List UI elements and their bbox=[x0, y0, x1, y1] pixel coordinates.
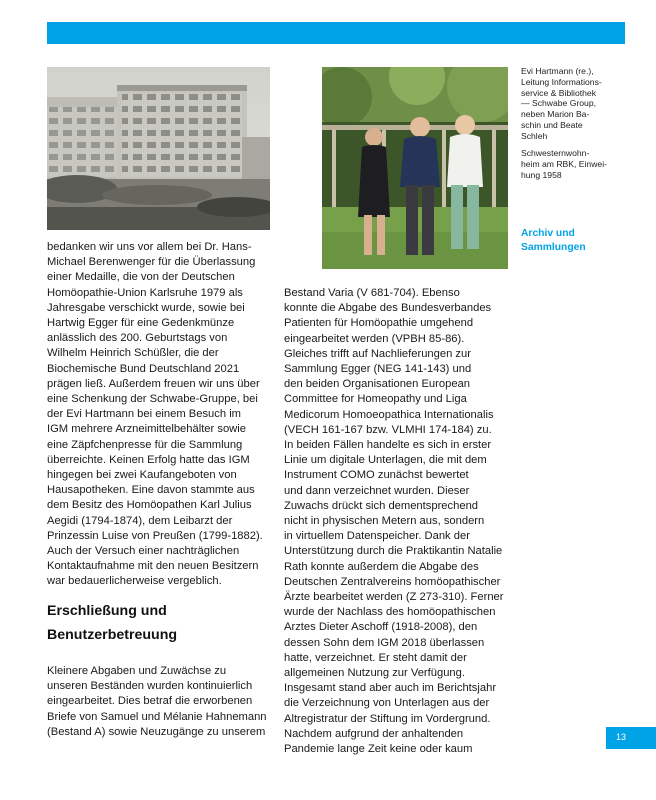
people-photo bbox=[322, 67, 508, 269]
text-line: konnte die Abgabe des Bundesverbandes bbox=[284, 302, 492, 315]
section-label-line: Sammlungen bbox=[521, 242, 586, 253]
section-heading bbox=[47, 600, 277, 647]
text-line: Altregistratur der Stiftung im Vordergrund. bbox=[284, 712, 491, 725]
text-line: die Verzeichnung von Unterlagen aus der bbox=[284, 697, 490, 710]
text-line: Rath konnte außerdem die Abgabe des bbox=[284, 560, 479, 573]
heading-line: Erschließung und bbox=[47, 603, 167, 619]
text-line: Linie um digitale Unterlagen, die mit dem bbox=[284, 454, 487, 467]
heading-line: Benutzerbetreuung bbox=[47, 626, 178, 643]
text-line: Unterstützung durch die Praktikantin Natalie bbox=[284, 545, 503, 558]
building-photo-caption bbox=[521, 148, 627, 180]
text-line: überreichte. Keinen Erfolg hatte das IGM bbox=[47, 453, 250, 466]
text-line: den beiden Organisationen European bbox=[284, 378, 470, 391]
text-line: Prinzessin Luise von Preußen (1799-1882). bbox=[47, 529, 263, 542]
people-photo-caption bbox=[521, 66, 627, 142]
page-number: 13 bbox=[616, 732, 627, 742]
text-line: Hartwig Egger für eine Gedenkmünze bbox=[47, 317, 235, 330]
text-line: Zuwachs drückt sich dementsprechend bbox=[284, 499, 479, 512]
text-line: Sammlung Egger (NEG 141-143) und bbox=[284, 363, 472, 376]
text-line: eine Schenkung der Schwabe-Gruppe, bei bbox=[47, 393, 258, 406]
text-line: dem Besitz des Homöopathen Karl Julius bbox=[47, 499, 252, 512]
text-line: (VECH 161-167 bzw. VLMHI 174-184) zu. bbox=[284, 423, 492, 436]
text-line: unseren Beständen wurden kontinuierlich bbox=[47, 680, 253, 693]
text-line: Biochemische Bund Deutschland 2021 bbox=[47, 362, 240, 375]
text-line: in virtuellem Datenspeicher. Dank der bbox=[284, 530, 470, 543]
text-line: IGM mehrere Arzneimittelbehälter sowie bbox=[47, 423, 246, 436]
text-line: war bedauerlicherweise vergeblich. bbox=[47, 575, 222, 588]
text-line: Instrument COMO zunächst bewertet bbox=[284, 469, 469, 482]
text-line: Homöopathie-Union Karlsruhe 1979 als bbox=[47, 286, 243, 299]
text-line: allgemeinen Nutzung zur Verfügung. bbox=[284, 667, 465, 680]
text-line: Michael Berenwenger für die Überlassung bbox=[47, 256, 256, 269]
text-line: eingearbeitet werden (VPBH 85-86). bbox=[284, 332, 465, 345]
text-line: Briefe von Samuel und Mélanie Hahnemann bbox=[47, 710, 267, 723]
text-line: wurde der Nachlass des homöopathischen bbox=[284, 606, 496, 619]
page-number-box bbox=[606, 727, 656, 749]
caption-line: neben Marion Ba- bbox=[521, 109, 590, 120]
left-column-text-bottom bbox=[47, 664, 277, 740]
caption-line: hung 1958 bbox=[521, 169, 562, 180]
caption-line: Evi Hartmann (re.), bbox=[521, 66, 594, 76]
text-line: Wilhelm Heinrich Schüßler, die der bbox=[47, 347, 219, 360]
text-line: Kontaktaufnahme mit den neuen Besitzern bbox=[47, 560, 259, 573]
text-line: hingegen bei zwei Kaufangeboten von bbox=[47, 469, 237, 482]
text-line: anlässlich des 200. Geburtstags von bbox=[47, 332, 228, 345]
text-line: einer Medaille, die von der Deutschen bbox=[47, 271, 235, 284]
caption-line: schin und Beate bbox=[521, 119, 583, 130]
text-line: In beiden Fällen handelte es sich in erster bbox=[284, 439, 492, 452]
text-line: und dann verzeichnet wurden. Dieser bbox=[284, 484, 470, 497]
text-line: Jahresgabe verschickt wurde, sowie bei bbox=[47, 301, 245, 314]
text-line: Kleinere Abgaben und Zuwächse zu bbox=[47, 665, 227, 677]
caption-line: Schwesternwohn- bbox=[521, 148, 590, 158]
text-line: Insgesamt stand aber auch im Berichtsjahr bbox=[284, 682, 497, 695]
text-line: Aegidi (1794-1874), dem Leibarzt der bbox=[47, 514, 233, 527]
text-line: Deutschen Zentralvereins homöopathischer bbox=[284, 575, 501, 588]
section-label-line: Archiv und bbox=[521, 228, 575, 239]
text-line: Auch der Versuch einer nachträglichen bbox=[47, 545, 240, 558]
text-line: Hausapotheken. Eine davon stammte aus bbox=[47, 484, 255, 497]
text-line: Arztes Dieter Aschoff (1918-2008), den bbox=[284, 621, 478, 634]
text-line: Patienten für Homöopathie umgehend bbox=[284, 317, 474, 330]
left-column-text bbox=[47, 240, 277, 590]
text-line: Ärzte bearbeitet werden (Z 273-310). Ferner bbox=[284, 591, 504, 604]
caption-line: Leitung Informations- bbox=[521, 76, 602, 87]
text-line: der Evi Hartmann bei einem Besuch im bbox=[47, 408, 242, 421]
text-line: bedanken wir uns vor allem bei Dr. Hans- bbox=[47, 241, 252, 253]
text-line: Medicorum Homoeopathica Internationalis bbox=[284, 408, 494, 421]
text-line: (Bestand A) sowie Neuzugänge zu unserem bbox=[47, 725, 266, 738]
text-line: Nachdem aufgrund der anhaltenden bbox=[284, 727, 464, 740]
caption-line: Schleh bbox=[521, 130, 548, 141]
text-line: Committee for Homeopathy und Liga bbox=[284, 393, 467, 406]
text-line: prägen ließ. Außerdem freuen wir uns über bbox=[47, 377, 260, 390]
text-line: nicht in physischen Metern aus, sondern bbox=[284, 515, 485, 528]
caption-line: heim am RBK, Einwei- bbox=[521, 158, 607, 169]
text-line: dessen Sohn dem IGM 2018 überlassen bbox=[284, 636, 485, 649]
caption-line: — Schwabe Group, bbox=[521, 98, 596, 109]
text-line: hatte, verzeichnet. Er steht damit der bbox=[284, 651, 467, 664]
section-label bbox=[521, 227, 627, 255]
top-color-bar bbox=[47, 22, 625, 44]
caption-line: service & Bibliothek bbox=[521, 87, 596, 98]
text-line: Bestand Varia (V 681-704). Ebenso bbox=[284, 287, 460, 299]
building-photo bbox=[47, 67, 270, 230]
text-line: Pandemie lange Zeit keine oder kaum bbox=[284, 743, 473, 756]
text-line: Gleiches trifft auf Nachlieferungen zur bbox=[284, 347, 471, 360]
right-column-text bbox=[284, 286, 512, 757]
text-line: eine Zäpfchenpresse für die Sammlung bbox=[47, 438, 243, 451]
text-line: eingearbeitet. Dies betraf die erworbenen bbox=[47, 695, 253, 708]
